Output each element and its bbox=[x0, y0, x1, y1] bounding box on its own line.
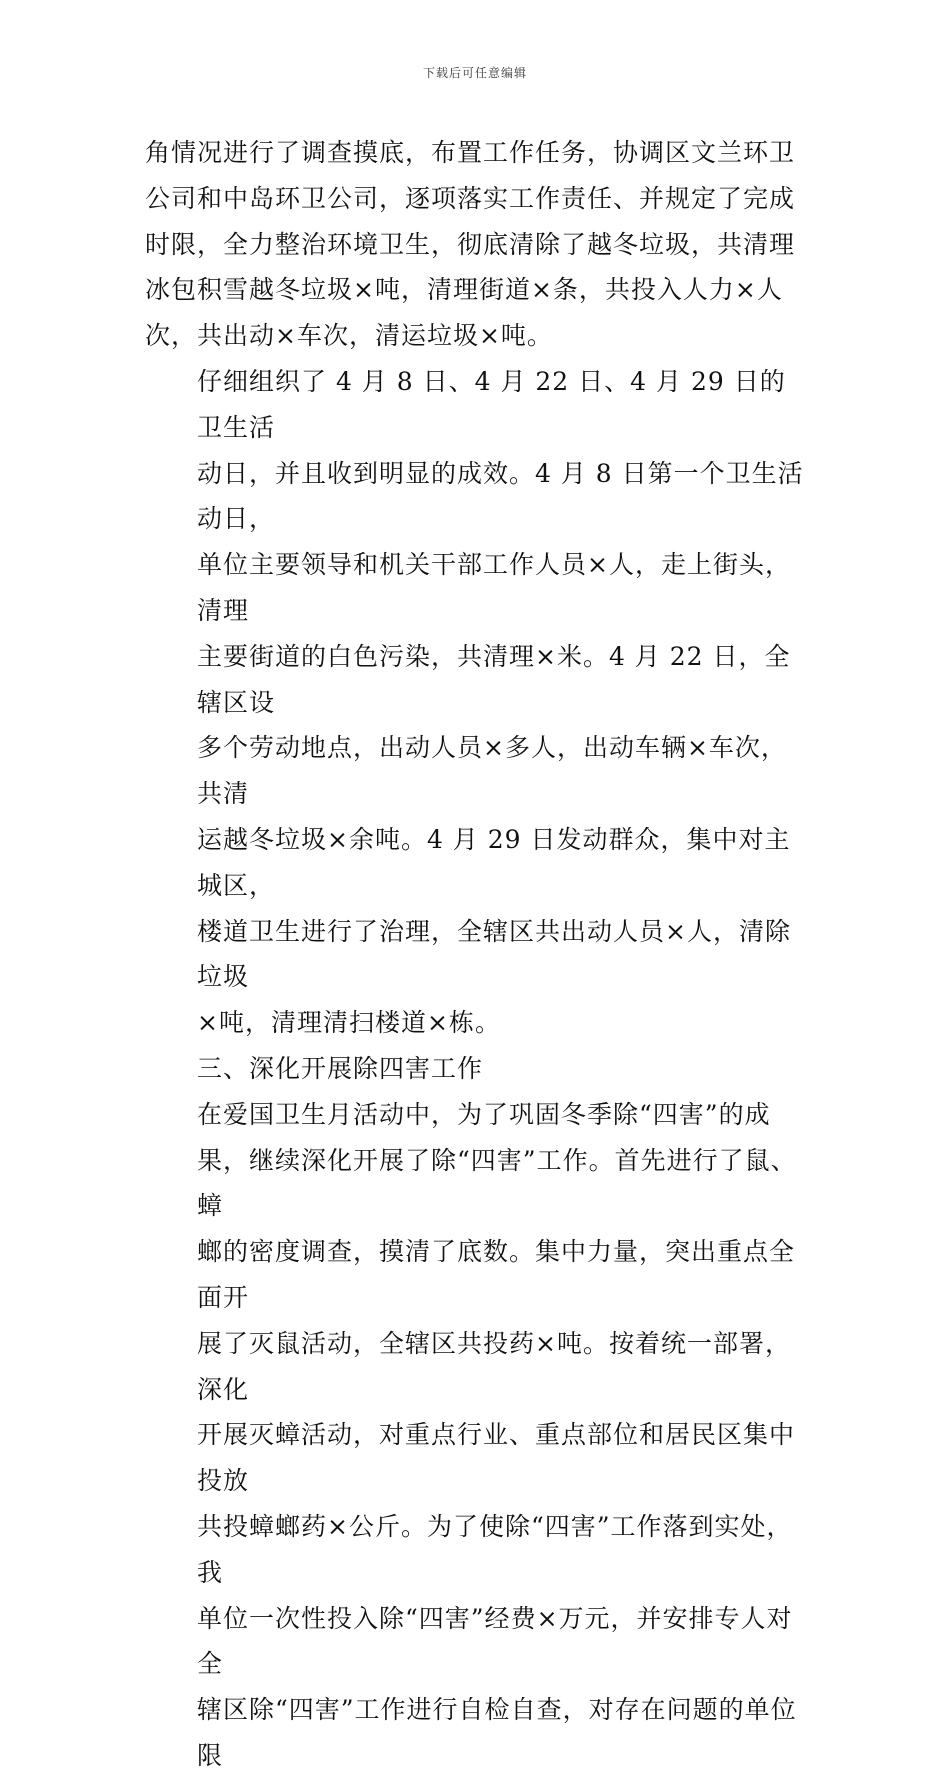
paragraph-four-pests-work: 在爱国卫生月活动中，为了巩固冬季除“四害”的成 果，继续深化开展了除“四害”工作。首先进行了鼠、蟑 螂的密度调查，摸清了底数。集中力量，突出重点全面开 展了灭鼠活动，全辖区共投药×吨。按着统一部署，深化 开展灭蟑活动，对重点行业、重点部位和居民区集中投放 共投蟑螂药×公斤。为了使除“四害”工作落到实处，我 单位一次性投入除“四害”经费×万元，并安排专人对全 辖区除“四害”工作进行自检自查，对存在问题的单位限 bbox=[197, 1099, 797, 1770]
document-body bbox=[145, 130, 810, 1779]
section-heading-four-pests: 三、深化开展除四害工作 bbox=[197, 1053, 484, 1083]
paragraph-activity-days: 仔细组织了 4 月 8 日、4 月 22 日、4 月 29 日的卫生活 动日，并且收到明显的成效。4 月 8 日第一个卫生活动日， 单位主要领导和机关干部工作人员×人，走上街头，清理 主要街道的白色污染，共清理×米。4 月 22 日，全辖区设 多个劳动地点，出动人员×多人，出动车辆×车次，共清 运越冬垃圾×余吨。4 月 29 日发动群众，集中对主城区， 楼道卫生进行了治理，全辖区共出动人员×人，清除垃圾 ×吨，清理清扫楼道×栋。 bbox=[197, 366, 804, 1038]
header-note: 下载后可任意编辑 bbox=[422, 66, 527, 80]
paragraph-sanitation-cleanup: 角情况进行了调查摸底，布置工作任务，协调区文兰环卫 公司和中岛环卫公司，逐项落实工作责任、并规定了完成 时限，全力整治环境卫生，彻底清除了越冬垃圾，共清理 冰包积雪越冬垃圾×吨，清理街道×条，共投入人力×人 次，共出动×车次，清运垃圾×吨。 bbox=[145, 138, 796, 351]
